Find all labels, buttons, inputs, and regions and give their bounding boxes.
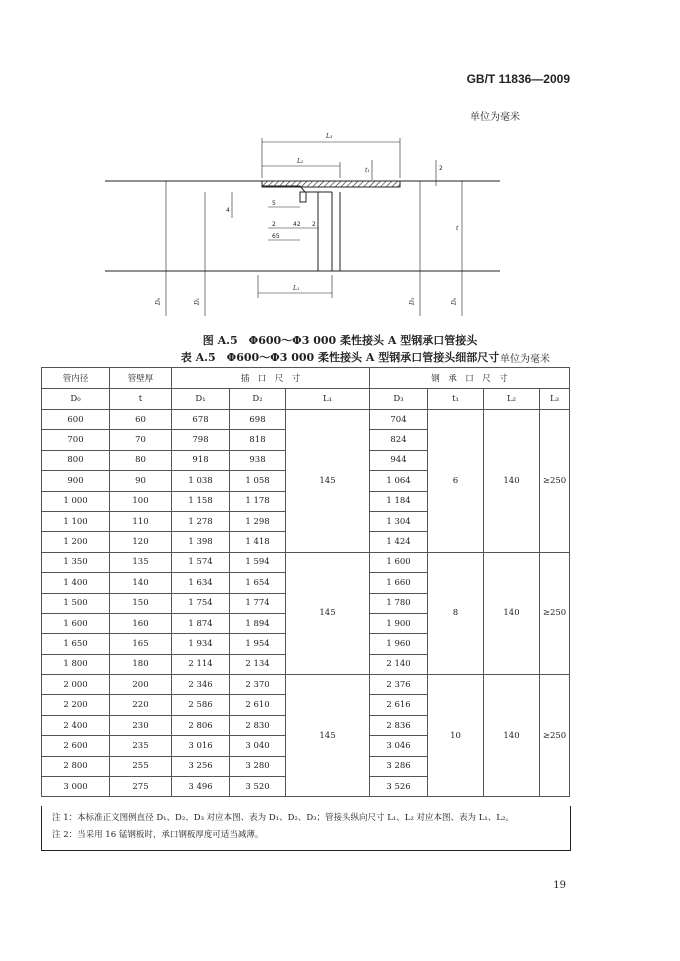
cell-D3: 2 140	[370, 654, 428, 674]
cell-D3: 1 184	[370, 491, 428, 511]
cell-D3: 944	[370, 450, 428, 470]
dim-2-left: 2	[272, 221, 276, 228]
cell-D2: 3 520	[230, 777, 286, 797]
unit-label-top: 单位为毫米	[470, 112, 520, 123]
joint-drawing	[0, 120, 680, 320]
dim-t1: t₁	[365, 167, 370, 174]
dim-D3: D₃	[409, 297, 416, 305]
cell-D0: 1 200	[42, 532, 110, 552]
cell-D0: 600	[42, 410, 110, 430]
pipe-outline	[105, 181, 500, 271]
cell-D0: 1 650	[42, 634, 110, 654]
dim-42: 42	[293, 221, 301, 228]
note-1: 注 1：本标准正文图例直径 D₁、D₂、D₃ 对应本图、表为 D₁、D₂、D₃；管接头纵向尺寸 L₁、L₂ 对应本图、表为 L₁、L₂。	[52, 813, 514, 823]
cell-D2: 2 370	[230, 675, 286, 695]
cell-D0: 1 500	[42, 593, 110, 613]
cell-D1: 1 754	[172, 593, 230, 613]
cell-D0: 1 100	[42, 511, 110, 531]
cell-L2: 140	[484, 552, 540, 674]
cell-D2: 2 610	[230, 695, 286, 715]
table-notes	[41, 806, 571, 851]
cell-L3: ≥250	[540, 552, 570, 674]
table-row	[42, 552, 570, 572]
cell-D2: 2 830	[230, 715, 286, 735]
dim-4: 4	[226, 207, 230, 214]
cell-D2: 1 894	[230, 613, 286, 633]
cell-D1: 2 346	[172, 675, 230, 695]
header-inner-diameter: 管内径	[42, 368, 110, 389]
cell-L1: 145	[286, 552, 370, 674]
dim-D0-left: D₀	[155, 297, 162, 305]
cell-D3: 2 616	[370, 695, 428, 715]
note-2: 注 2：当采用 16 锰钢板时，承口钢板厚度可适当减薄。	[52, 830, 264, 840]
figure-caption: 图 A.5 Φ600～Φ3 000 柔性接头 A 型钢承口管接头	[202, 334, 478, 347]
cell-D1: 1 874	[172, 613, 230, 633]
cell-t: 230	[110, 715, 172, 735]
cell-t: 135	[110, 552, 172, 572]
header-wall-thickness: 管壁厚	[110, 368, 172, 389]
cell-t: 140	[110, 573, 172, 593]
table-row	[42, 675, 570, 695]
cell-D2: 1 774	[230, 593, 286, 613]
cell-t1: 10	[428, 675, 484, 797]
cell-L2: 140	[484, 410, 540, 553]
cell-t: 60	[110, 410, 172, 430]
header-t1: t₁	[428, 389, 484, 410]
steel-socket	[262, 181, 400, 187]
cell-D1: 3 496	[172, 777, 230, 797]
cell-D3: 3 286	[370, 756, 428, 776]
dim-2-mid: 2	[312, 221, 316, 228]
table-group-1	[42, 410, 570, 553]
cell-D1: 1 038	[172, 471, 230, 491]
cell-L2: 140	[484, 675, 540, 797]
cell-D3: 3 526	[370, 777, 428, 797]
cell-D1: 1 634	[172, 573, 230, 593]
cell-D2: 698	[230, 410, 286, 430]
cell-L3: ≥250	[540, 410, 570, 553]
cell-D3: 1 304	[370, 511, 428, 531]
header-spigot: 插 口 尺 寸	[172, 368, 370, 389]
header-L3: L₃	[540, 389, 570, 410]
cell-D3: 1 600	[370, 552, 428, 572]
header-D0: D₀	[42, 389, 110, 410]
cell-D2: 1 954	[230, 634, 286, 654]
dim-t: t	[456, 225, 459, 232]
cell-D2: 3 040	[230, 736, 286, 756]
cell-D0: 900	[42, 471, 110, 491]
dim-2-right: 2	[439, 165, 443, 172]
cell-D0: 1 000	[42, 491, 110, 511]
cell-t: 200	[110, 675, 172, 695]
cell-D1: 2 806	[172, 715, 230, 735]
header-t: t	[110, 389, 172, 410]
dim-5: 5	[272, 200, 276, 207]
header-D1: D₁	[172, 389, 230, 410]
cell-D3: 1 660	[370, 573, 428, 593]
cell-D2: 1 594	[230, 552, 286, 572]
cell-D1: 1 574	[172, 552, 230, 572]
cell-t: 160	[110, 613, 172, 633]
cell-D1: 918	[172, 450, 230, 470]
cell-D2: 938	[230, 450, 286, 470]
header-L1: L₁	[286, 389, 370, 410]
cell-D0: 1 800	[42, 654, 110, 674]
cell-t: 180	[110, 654, 172, 674]
dimension-table	[41, 367, 570, 797]
header-D3: D₃	[370, 389, 428, 410]
cell-t: 70	[110, 430, 172, 450]
cell-t: 100	[110, 491, 172, 511]
cell-t: 165	[110, 634, 172, 654]
cell-t: 90	[110, 471, 172, 491]
cell-D3: 1 960	[370, 634, 428, 654]
cell-D2: 1 418	[230, 532, 286, 552]
cell-t1: 8	[428, 552, 484, 674]
cell-L3: ≥250	[540, 675, 570, 797]
dim-65: 65	[272, 233, 280, 240]
cell-D3: 2 376	[370, 675, 428, 695]
table-caption: 表 A.5 Φ600～Φ3 000 柔性接头 A 型钢承口管接头细部尺寸	[180, 351, 500, 364]
cell-D1: 2 114	[172, 654, 230, 674]
cell-L1: 145	[286, 675, 370, 797]
cell-D3: 704	[370, 410, 428, 430]
table-group-2	[42, 552, 570, 674]
cell-D2: 3 280	[230, 756, 286, 776]
cell-D0: 1 350	[42, 552, 110, 572]
cell-D1: 1 278	[172, 511, 230, 531]
cell-D3: 1 064	[370, 471, 428, 491]
cell-D2: 1 654	[230, 573, 286, 593]
cell-D1: 1 158	[172, 491, 230, 511]
cell-D0: 2 800	[42, 756, 110, 776]
cell-D0: 3 000	[42, 777, 110, 797]
cell-D2: 1 178	[230, 491, 286, 511]
cell-D2: 1 058	[230, 471, 286, 491]
dim-L1: L₁	[293, 285, 300, 292]
dim-D1: D₁	[194, 297, 201, 305]
cell-D0: 2 000	[42, 675, 110, 695]
cell-D1: 3 256	[172, 756, 230, 776]
cell-D2: 818	[230, 430, 286, 450]
cell-D1: 1 934	[172, 634, 230, 654]
cell-D0: 1 400	[42, 573, 110, 593]
cell-D0: 700	[42, 430, 110, 450]
cell-D1: 798	[172, 430, 230, 450]
cell-D2: 2 134	[230, 654, 286, 674]
cell-D0: 2 200	[42, 695, 110, 715]
dim-D0-right: D₀	[451, 297, 458, 305]
cell-D1: 2 586	[172, 695, 230, 715]
page-number: 19	[553, 880, 566, 891]
cell-D3: 1 780	[370, 593, 428, 613]
cell-t: 220	[110, 695, 172, 715]
dim-L3: L₃	[326, 133, 333, 140]
cell-D2: 1 298	[230, 511, 286, 531]
cell-D1: 3 016	[172, 736, 230, 756]
header-D2: D₂	[230, 389, 286, 410]
cell-D3: 2 836	[370, 715, 428, 735]
cell-t: 235	[110, 736, 172, 756]
cell-D3: 1 900	[370, 613, 428, 633]
dim-L2: L₂	[297, 158, 304, 165]
cell-D0: 1 600	[42, 613, 110, 633]
table-group-3	[42, 675, 570, 797]
cell-t: 275	[110, 777, 172, 797]
header-L2: L₂	[484, 389, 540, 410]
cell-D1: 1 398	[172, 532, 230, 552]
header-socket: 钢 承 口 尺 寸	[370, 368, 570, 389]
standard-number: GB/T 11836—2009	[466, 72, 570, 86]
cell-D0: 2 400	[42, 715, 110, 735]
unit-label-table: 单位为毫米	[500, 354, 550, 365]
cell-D1: 678	[172, 410, 230, 430]
cell-t: 150	[110, 593, 172, 613]
cell-D3: 3 046	[370, 736, 428, 756]
table-row	[42, 410, 570, 430]
cell-D3: 824	[370, 430, 428, 450]
cell-D0: 2 600	[42, 736, 110, 756]
cell-L1: 145	[286, 410, 370, 553]
cell-D3: 1 424	[370, 532, 428, 552]
cell-t: 110	[110, 511, 172, 531]
cell-t: 255	[110, 756, 172, 776]
cell-t: 120	[110, 532, 172, 552]
cell-D0: 800	[42, 450, 110, 470]
cell-t1: 6	[428, 410, 484, 553]
cell-t: 80	[110, 450, 172, 470]
